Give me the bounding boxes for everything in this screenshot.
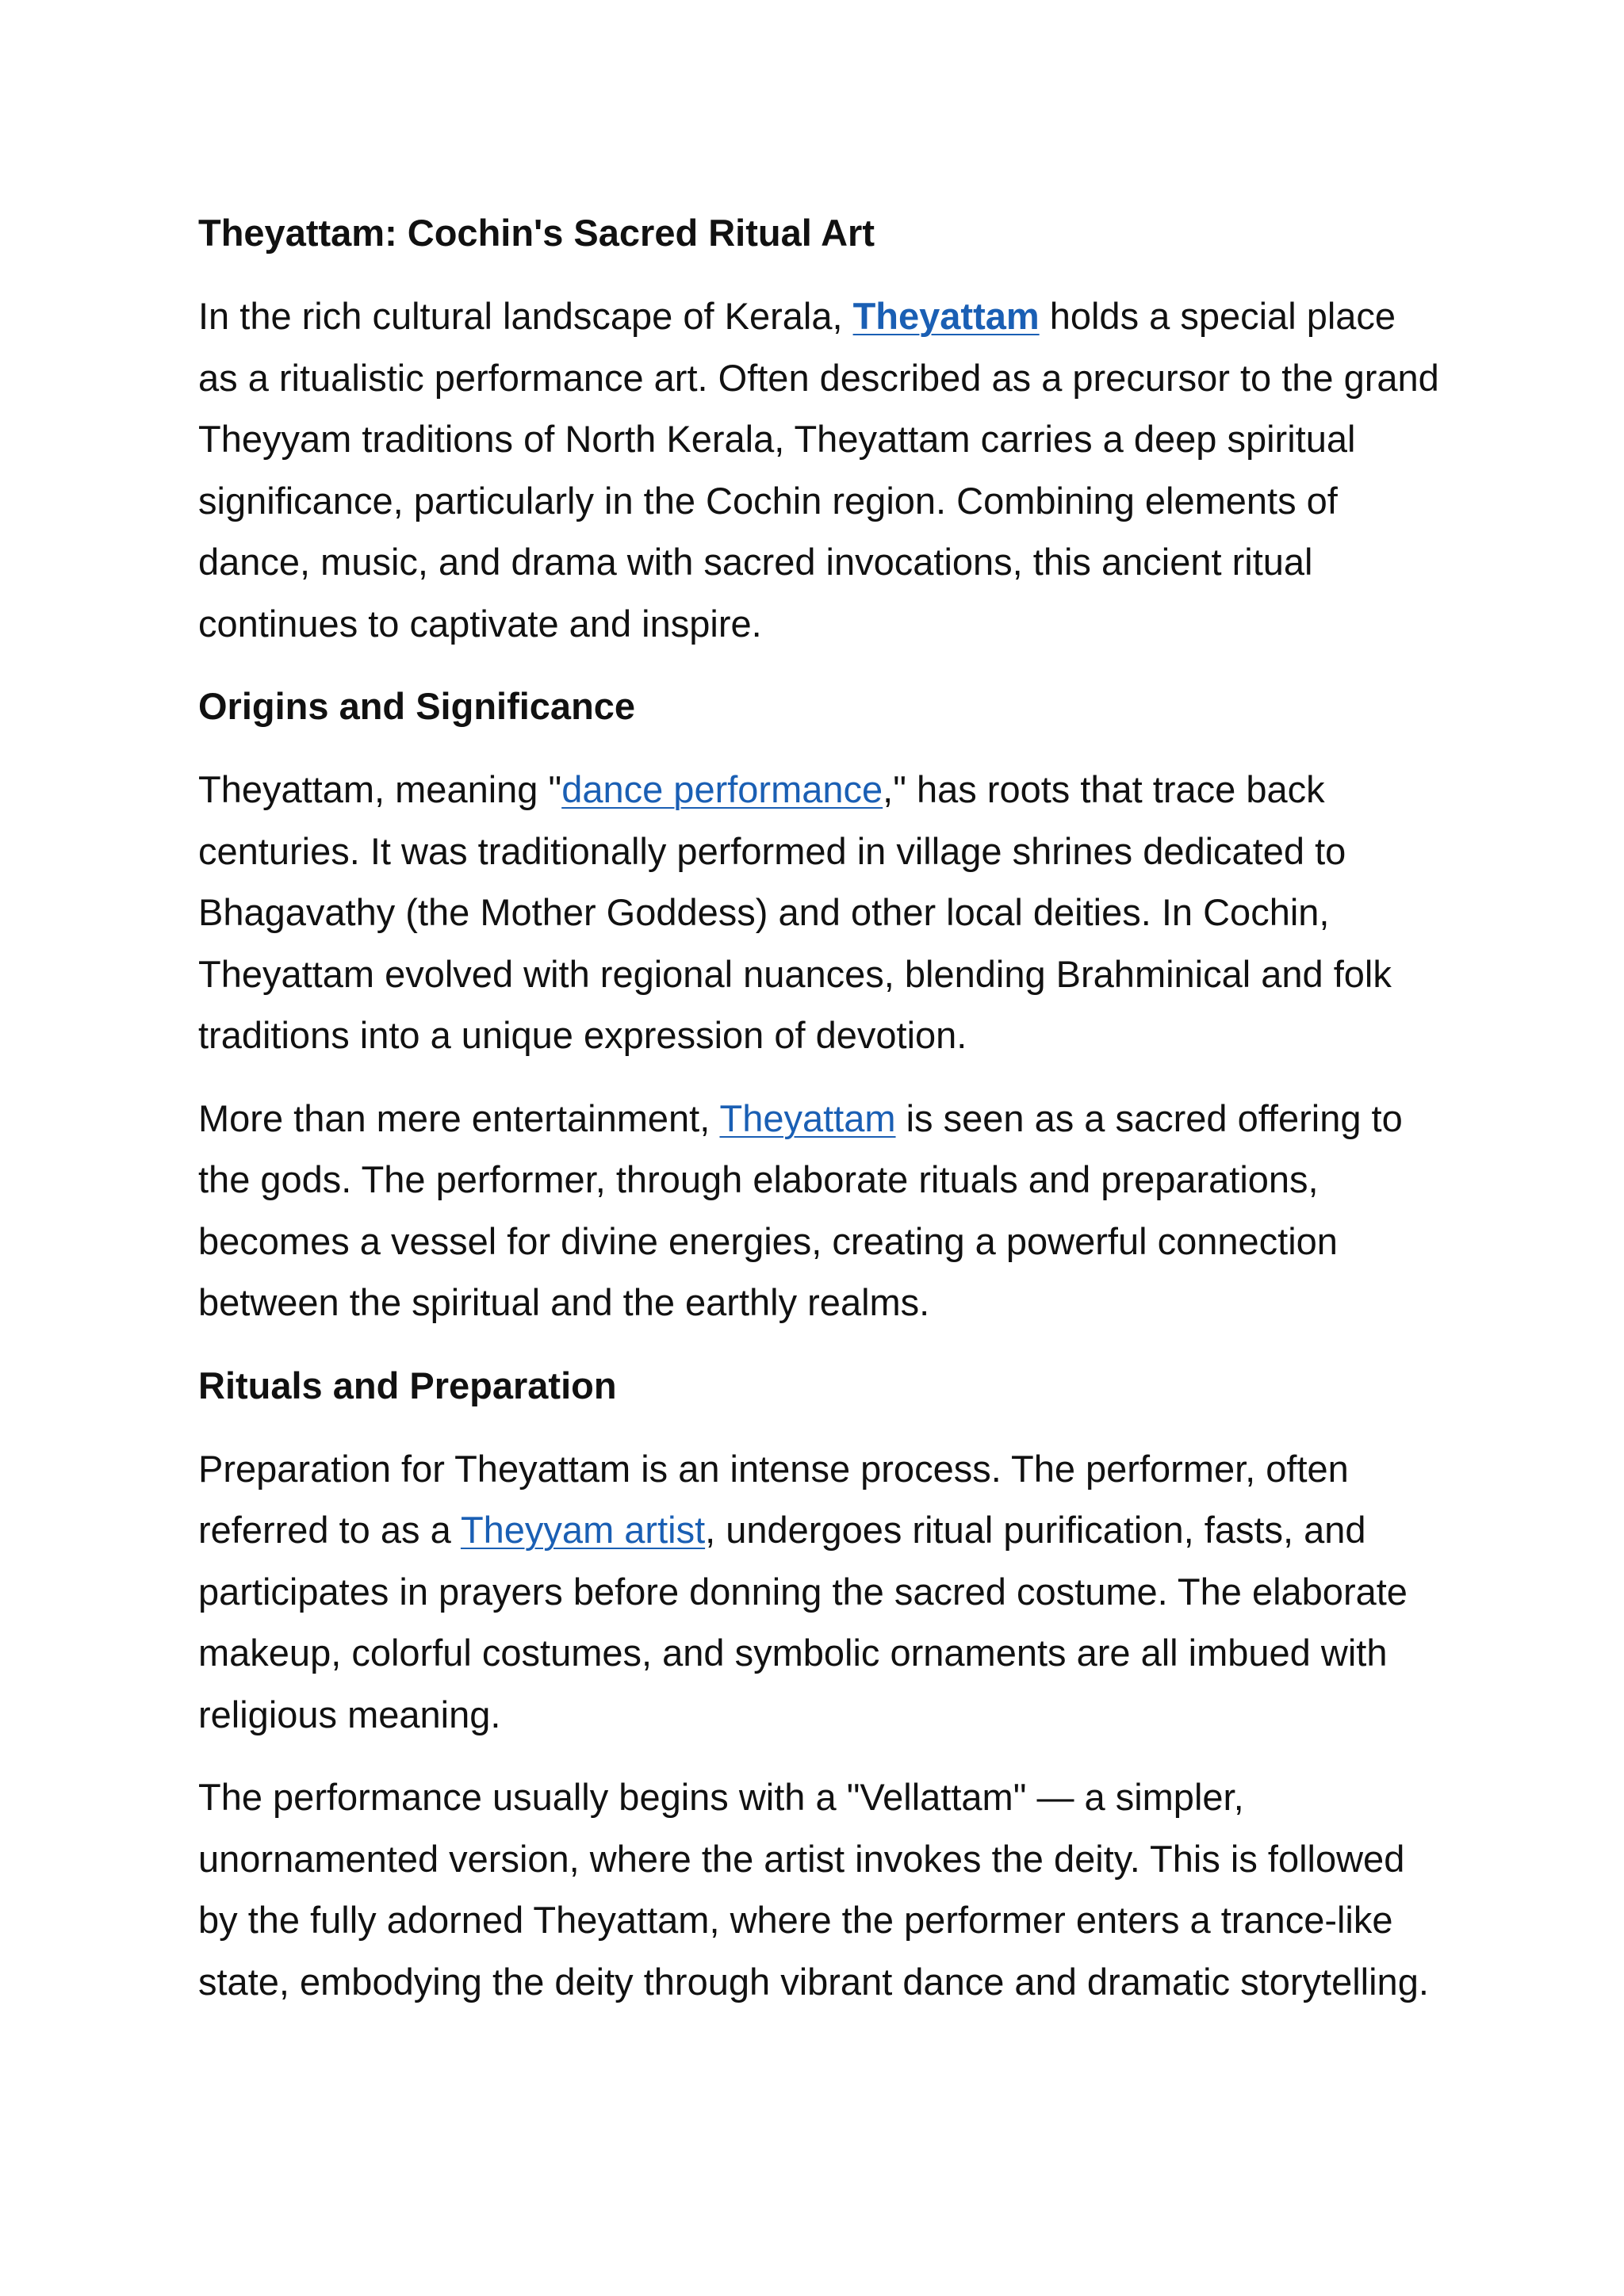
origins-paragraph-1 [198, 759, 1443, 1066]
origins-paragraph-2 [198, 1088, 1443, 1334]
document-title: Theyattam: Cochin's Sacred Ritual Art [198, 212, 875, 254]
intro-text-after-link: holds a special place as a ritualistic performance art. Often described as a precursor to the grand Theyyam traditions of North Kerala, Theyattam carries a deep spiritual significance, particularly in the Cochin region. Combining elements of dance, music, and drama with sacred invocations, this ancient ritual continues to captivate and inspire. [198, 295, 1439, 645]
document-page [198, 202, 1443, 2034]
theyattam-link-2[interactable]: Theyattam [719, 1096, 896, 1139]
theyattam-link[interactable]: Theyattam [852, 295, 1040, 337]
intro-paragraph [198, 285, 1443, 654]
section-heading-origins: Origins and Significance [198, 685, 636, 727]
intro-text-before-link: In the rich cultural landscape of Kerala, [198, 295, 853, 337]
origins-p1-after-link: ," has roots that trace back centuries. It was traditionally performed in village shrines dedicated to Bhagavathy (the Mother Goddess) and other local deities. In Cochin, Theyattam evolved with regional nuances, blending Brahminical and folk traditions into a unique expression of devotion. [198, 768, 1392, 1056]
dance-performance-link[interactable]: dance performance [561, 768, 883, 810]
rituals-paragraph-2: The performance usually begins with a "Vellattam" — a simpler, unornamented version, where the artist invokes the deity. This is followed by the fully adorned Theyattam, where the performer enters a trance-like state, embodying the deity through vibrant dance and dramatic storytelling. [198, 1776, 1429, 2003]
theyyam-artist-link[interactable]: Theyyam artist [460, 1509, 706, 1551]
section-heading-rituals: Rituals and Preparation [198, 1364, 617, 1406]
rituals-paragraph-1 [198, 1438, 1443, 1746]
rituals-p1-after-link: , undergoes ritual purification, fasts, and participates in prayers before donning the sacred costume. The elaborate makeup, colorful costumes, and symbolic ornaments are all imbued with religious meaning. [198, 1509, 1408, 1735]
rituals-p1-before-link: Preparation for Theyattam is an intense process. The performer, often referred to as a [198, 1447, 1349, 1551]
origins-p2-after-link: is seen as a sacred offering to the gods. The performer, through elaborate rituals and preparations, becomes a vessel for divine energies, creating a powerful connection between the spiritual and the earthly realms. [198, 1096, 1403, 1323]
origins-p1-before-link: Theyattam, meaning " [198, 768, 562, 810]
origins-p2-before-link: More than mere entertainment, [198, 1096, 720, 1139]
